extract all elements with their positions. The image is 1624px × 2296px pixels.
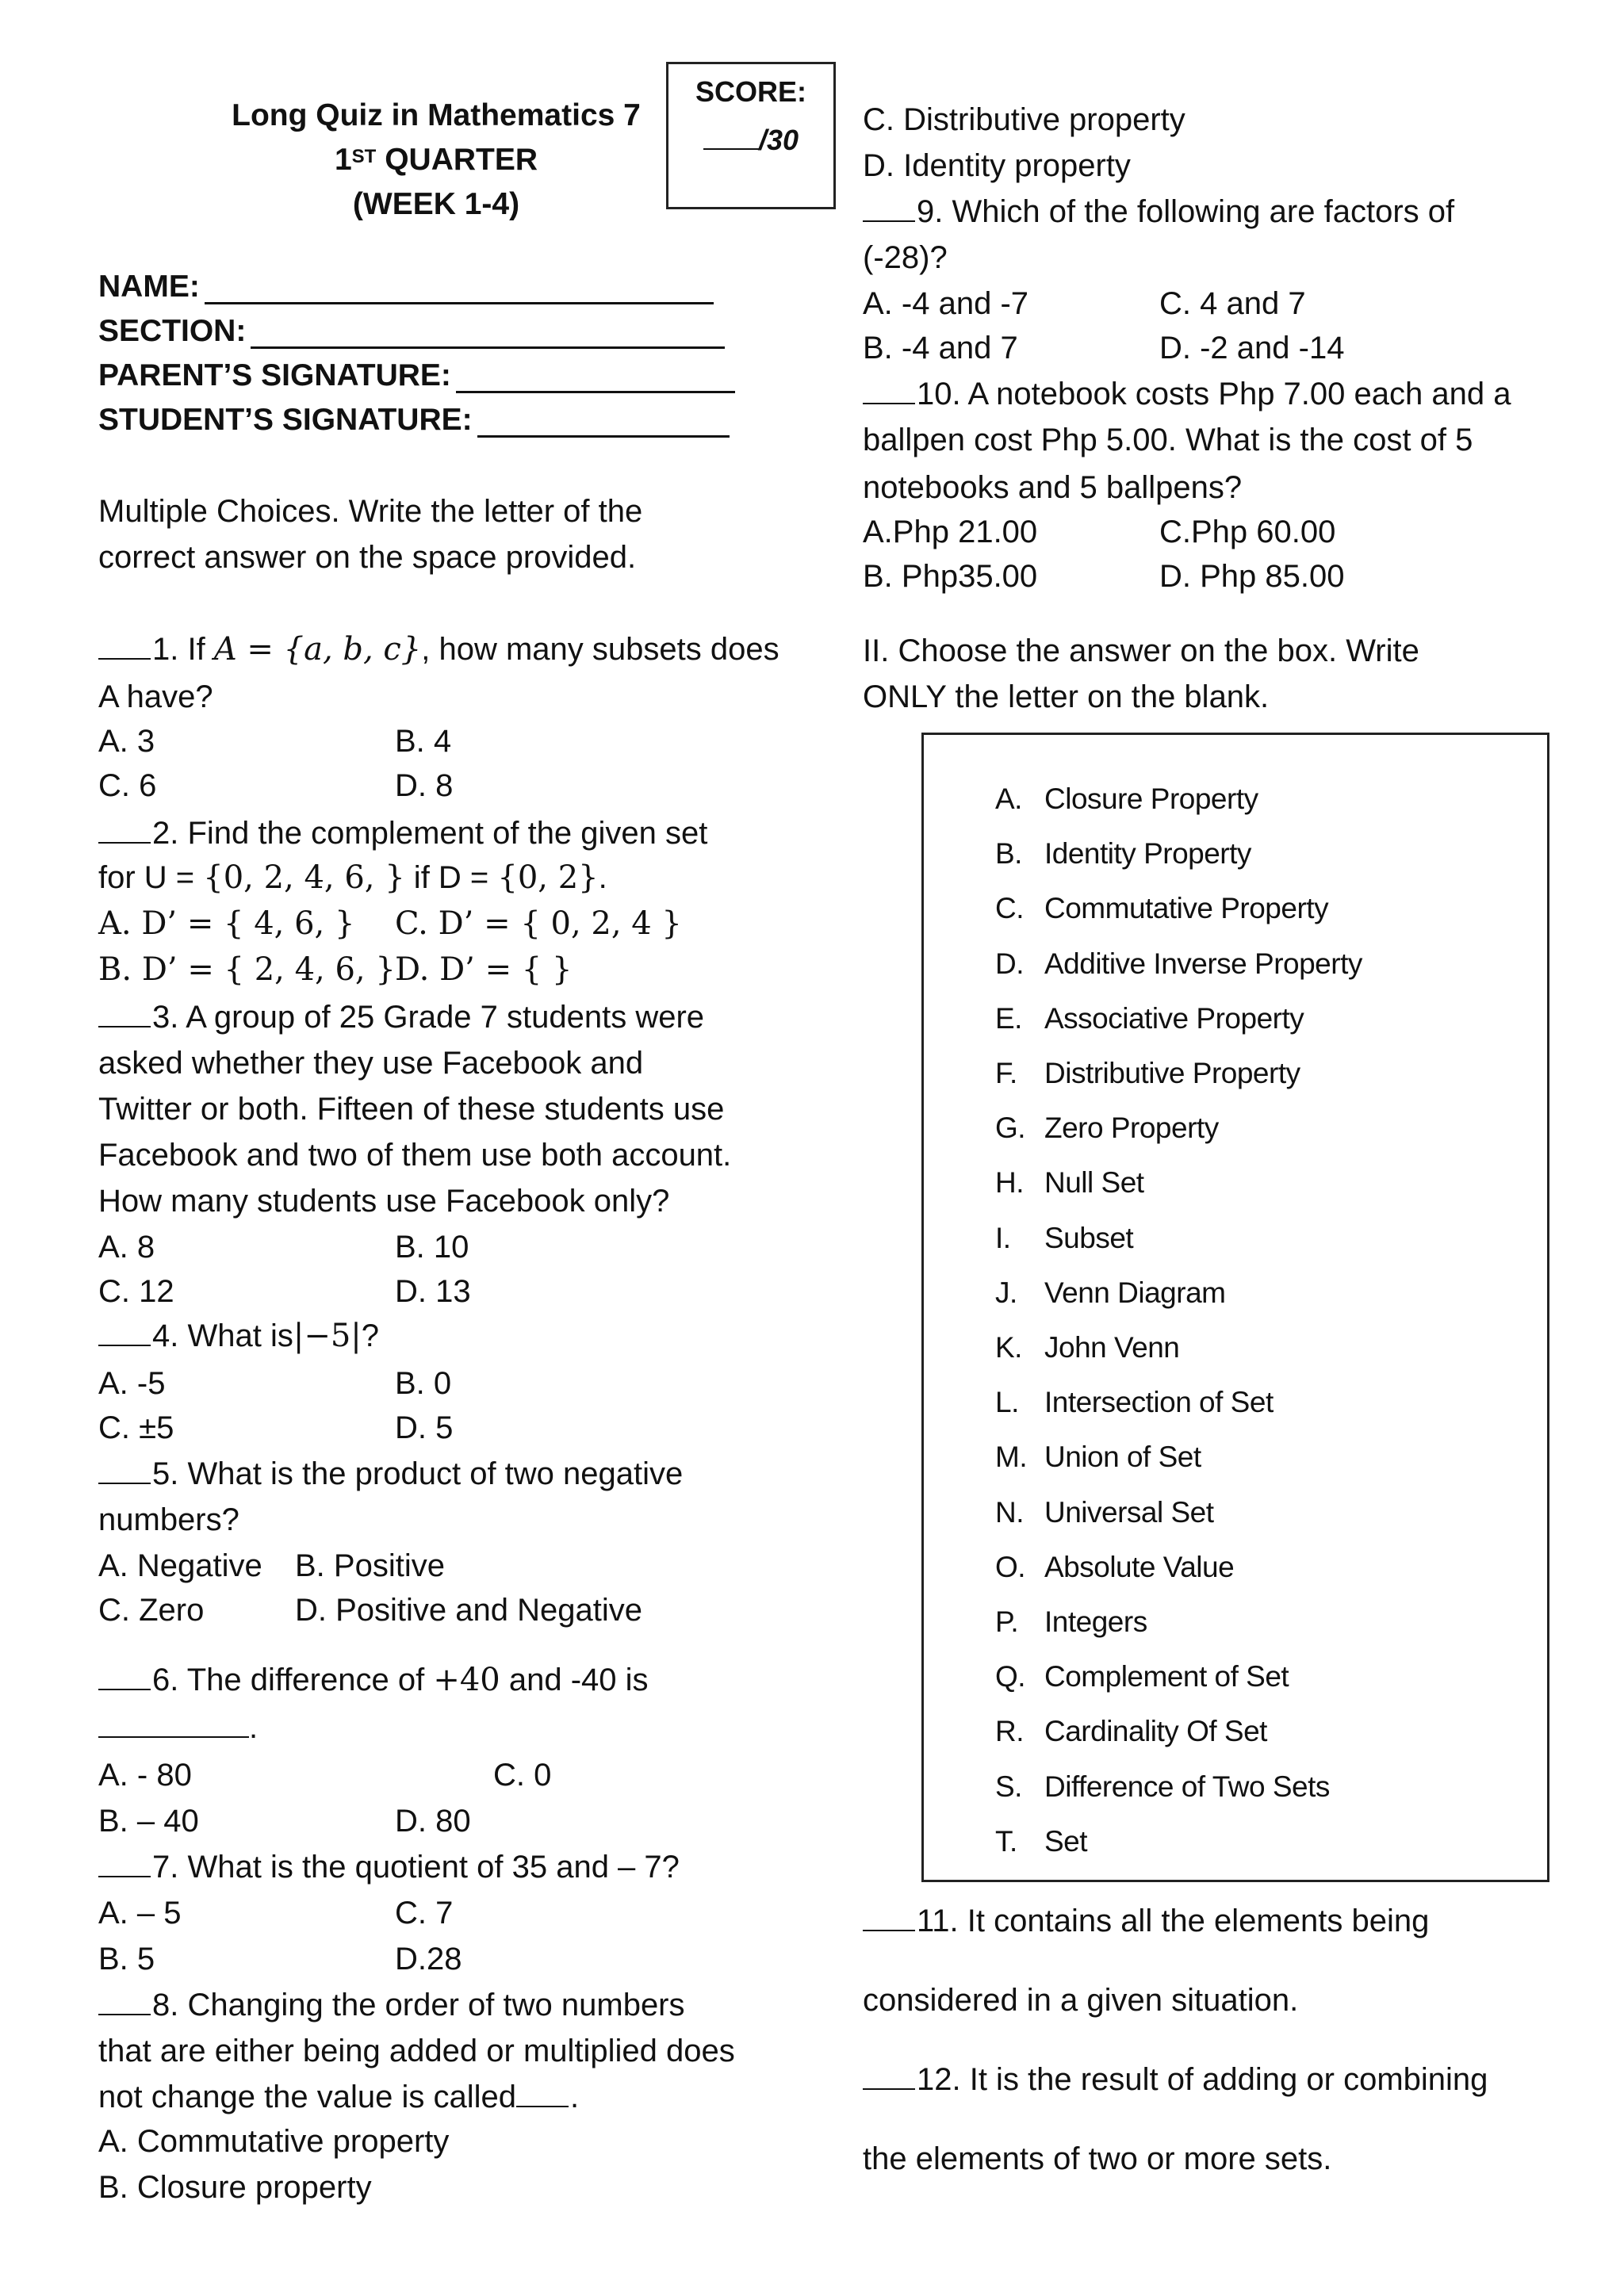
choice-letter: A.	[995, 783, 1022, 815]
question-11-line-2: considered in a given situation.	[863, 1983, 1299, 2018]
quiz-title	[214, 94, 658, 227]
choice-text: John Venn	[1044, 1331, 1180, 1364]
choice-letter: B.	[995, 837, 1022, 871]
q5-option-c: C. Zero	[98, 1593, 205, 1628]
choice-item	[995, 1605, 1147, 1639]
question-2: 2. Find the complement of the given set	[98, 810, 707, 856]
choice-letter: I.	[995, 1221, 1011, 1254]
choice-item	[995, 1551, 1234, 1584]
choice-text: Subset	[1044, 1221, 1134, 1254]
q5-option-d: D. Positive and Negative	[295, 1593, 643, 1628]
choice-item	[995, 947, 1362, 981]
choice-letter: P.	[995, 1605, 1019, 1638]
choice-letter: S.	[995, 1770, 1022, 1803]
choice-letter: G.	[995, 1112, 1026, 1145]
student-signature-field[interactable]: STUDENT’S SIGNATURE:	[98, 403, 730, 438]
choice-text: Additive Inverse Property	[1044, 947, 1362, 980]
choice-item	[995, 1112, 1219, 1145]
choice-item	[995, 1660, 1289, 1693]
q9-option-d: D. -2 and -14	[1159, 331, 1345, 365]
question-6-line-2: .	[98, 1705, 258, 1751]
question-7: 7. What is the quotient of 35 and – 7?	[98, 1844, 680, 1890]
answer-blank-9[interactable]	[863, 193, 915, 222]
section-field[interactable]: SECTION:	[98, 314, 725, 349]
question-1-cont: A have?	[98, 679, 213, 714]
q4-option-b: B. 0	[395, 1366, 452, 1401]
question-3-line-4: Facebook and two of them use both account.	[98, 1138, 732, 1173]
choice-text: Closure Property	[1044, 783, 1258, 815]
choice-item	[995, 1386, 1274, 1419]
question-3-line-5: How many students use Facebook only?	[98, 1184, 670, 1219]
q3-option-c: C. 12	[98, 1274, 174, 1309]
question-10-line-3: notebooks and 5 ballpens?	[863, 470, 1243, 505]
choice-item	[995, 1166, 1144, 1200]
q6-option-b: B. – 40	[98, 1804, 199, 1839]
question-1: 1. If A = {a, b, c}, how many subsets does	[98, 626, 779, 672]
q7-option-d: D.28	[395, 1942, 462, 1976]
q2-option-c: C. D’ = { 0, 2, 4 }	[395, 905, 682, 942]
answer-blank-10[interactable]	[863, 376, 915, 404]
quarter-line: 1ST QUARTER	[334, 143, 538, 177]
choice-letter: M.	[995, 1441, 1028, 1474]
choice-text: Null Set	[1044, 1166, 1144, 1200]
q2-option-b: B. D’ = { 2, 4, 6, }	[98, 951, 396, 988]
question-3-line-3: Twitter or both. Fifteen of these students use	[98, 1092, 725, 1127]
score-label: SCORE:	[695, 75, 806, 108]
q1-option-a: A. 3	[98, 724, 155, 759]
choice-item	[995, 1002, 1304, 1035]
choice-letter: R.	[995, 1715, 1024, 1748]
q8-option-c: C. Distributive property	[863, 102, 1185, 137]
score-box	[666, 62, 836, 209]
question-3-line-2: asked whether they use Facebook and	[98, 1046, 644, 1081]
choice-item	[995, 1057, 1300, 1090]
q9-option-b: B. -4 and 7	[863, 331, 1018, 365]
choice-item	[995, 1496, 1214, 1529]
answer-blank-6[interactable]	[98, 1662, 151, 1690]
choice-item	[995, 1222, 1133, 1255]
q10-option-b: B. Php35.00	[863, 559, 1038, 594]
part-2-instructions-line-1: II. Choose the answer on the box. Write	[863, 633, 1419, 668]
choice-item	[995, 1441, 1201, 1474]
answer-blank-1[interactable]	[98, 631, 151, 660]
question-8-line-2: that are either being added or multiplied does	[98, 2034, 735, 2068]
answer-blank-5[interactable]	[98, 1456, 151, 1484]
answer-blank-4[interactable]	[98, 1318, 151, 1346]
choice-item	[995, 783, 1258, 816]
choice-letter: Q.	[995, 1660, 1026, 1693]
q8-fill-blank[interactable]	[516, 2079, 569, 2107]
choice-letter: K.	[995, 1331, 1022, 1364]
choice-letter: D.	[995, 947, 1024, 980]
q9-option-c: C. 4 and 7	[1159, 286, 1306, 321]
choice-text: Distributive Property	[1044, 1057, 1300, 1089]
choice-text: Union of Set	[1044, 1441, 1201, 1474]
q2-option-d: D. D’ = { }	[395, 951, 573, 988]
choice-text: Set	[1044, 1824, 1088, 1858]
answer-blank-3[interactable]	[98, 999, 151, 1027]
choice-text: Associative Property	[1044, 1001, 1304, 1035]
answer-blank-7[interactable]	[98, 1849, 151, 1877]
instructions-line-2: correct answer on the space provided.	[98, 540, 637, 575]
q6-fill-blank[interactable]	[98, 1709, 249, 1738]
question-9-line-2: (-28)?	[863, 240, 948, 275]
part-2-instructions-line-2: ONLY the letter on the blank.	[863, 679, 1270, 714]
question-12-line-2: the elements of two or more sets.	[863, 2141, 1332, 2176]
q10-option-a: A.Php 21.00	[863, 515, 1038, 549]
title-line: Long Quiz in Mathematics 7	[232, 98, 641, 132]
q2-option-a: A. D’ = { 4, 6, }	[98, 905, 355, 942]
q3-option-d: D. 13	[395, 1274, 471, 1309]
q4-option-c: C. ±5	[98, 1410, 174, 1445]
question-10-line-2: ballpen cost Php 5.00. What is the cost of 5	[863, 423, 1473, 457]
answer-blank-12[interactable]	[863, 2061, 915, 2090]
q1-option-d: D. 8	[395, 768, 454, 803]
q4-option-d: D. 5	[395, 1410, 454, 1445]
choice-text: Intersection of Set	[1044, 1386, 1274, 1419]
q10-option-c: C.Php 60.00	[1159, 515, 1336, 549]
question-4: 4. What is|−5|?	[98, 1313, 379, 1359]
question-12: 12. It is the result of adding or combining	[863, 2057, 1488, 2103]
q6-option-c: C. 0	[493, 1758, 552, 1793]
choice-text: Universal Set	[1044, 1495, 1214, 1529]
q7-option-c: C. 7	[395, 1896, 454, 1931]
q3-option-b: B. 10	[395, 1230, 469, 1265]
choice-text: Integers	[1044, 1605, 1147, 1638]
choice-text: Absolute Value	[1044, 1550, 1235, 1583]
question-6: 6. The difference of +40 and -40 is	[98, 1657, 649, 1703]
question-10: 10. A notebook costs Php 7.00 each and a	[863, 371, 1511, 417]
q4-option-a: A. -5	[98, 1366, 166, 1401]
choice-item	[995, 837, 1251, 871]
q3-option-a: A. 8	[98, 1230, 155, 1265]
instructions-line-1: Multiple Choices. Write the letter of the	[98, 494, 643, 529]
answer-blank-8[interactable]	[98, 1987, 151, 2015]
q8-option-d: D. Identity property	[863, 148, 1131, 183]
q10-option-d: D. Php 85.00	[1159, 559, 1345, 594]
choice-item	[995, 892, 1328, 925]
choice-text: Zero Property	[1044, 1112, 1219, 1145]
parent-signature-field[interactable]: PARENT’S SIGNATURE:	[98, 358, 735, 393]
choice-text: Cardinality Of Set	[1044, 1715, 1267, 1748]
question-5: 5. What is the product of two negative	[98, 1451, 683, 1497]
choice-text: Complement of Set	[1044, 1660, 1289, 1693]
q5-option-a: A. Negative	[98, 1548, 262, 1583]
choice-letter: T.	[995, 1824, 1017, 1858]
question-8: 8. Changing the order of two numbers	[98, 1982, 685, 2028]
q9-option-a: A. -4 and -7	[863, 286, 1029, 321]
choice-letter: J.	[995, 1276, 1017, 1309]
choice-letter: O.	[995, 1550, 1026, 1583]
answer-blank-2[interactable]	[98, 815, 151, 844]
q7-option-a: A. – 5	[98, 1896, 182, 1931]
answer-blank-11[interactable]	[863, 1903, 915, 1931]
q1-option-b: B. 4	[395, 724, 452, 759]
question-2-cont: for U = {0, 2, 4, 6, } if D = {0, 2}.	[98, 859, 607, 896]
choice-item	[995, 1825, 1087, 1858]
choice-item	[995, 1770, 1330, 1804]
choice-text: Identity Property	[1044, 837, 1251, 871]
question-9: 9. Which of the following are factors of	[863, 189, 1454, 235]
question-8-line-3: not change the value is called .	[98, 2080, 580, 2114]
choice-letter: F.	[995, 1057, 1017, 1089]
q8-option-a: A. Commutative property	[98, 2124, 450, 2159]
answer-choices-box	[921, 733, 1549, 1882]
choice-letter: H.	[995, 1166, 1024, 1200]
choice-text: Venn Diagram	[1044, 1276, 1226, 1309]
choice-item	[995, 1276, 1225, 1310]
question-3: 3. A group of 25 Grade 7 students were	[98, 994, 704, 1040]
name-field[interactable]: NAME:	[98, 270, 714, 304]
question-11: 11. It contains all the elements being	[863, 1898, 1429, 1944]
q7-option-b: B. 5	[98, 1942, 155, 1976]
choice-item	[995, 1715, 1267, 1748]
score-total: /30	[703, 121, 799, 157]
weeks-line: (WEEK 1-4)	[352, 187, 520, 221]
choice-letter: E.	[995, 1001, 1022, 1035]
choice-letter: N.	[995, 1495, 1024, 1529]
q6-option-d: D. 80	[395, 1804, 471, 1839]
question-5-line-2: numbers?	[98, 1502, 239, 1537]
choice-letter: L.	[995, 1386, 1019, 1419]
choice-item	[995, 1331, 1179, 1364]
q5-option-b: B. Positive	[295, 1548, 445, 1583]
q8-option-b: B. Closure property	[98, 2170, 372, 2205]
choice-text: Commutative Property	[1044, 892, 1329, 925]
choice-text: Difference of Two Sets	[1044, 1770, 1330, 1803]
q1-option-c: C. 6	[98, 768, 157, 803]
q6-option-a: A. - 80	[98, 1758, 192, 1793]
choice-letter: C.	[995, 892, 1024, 925]
